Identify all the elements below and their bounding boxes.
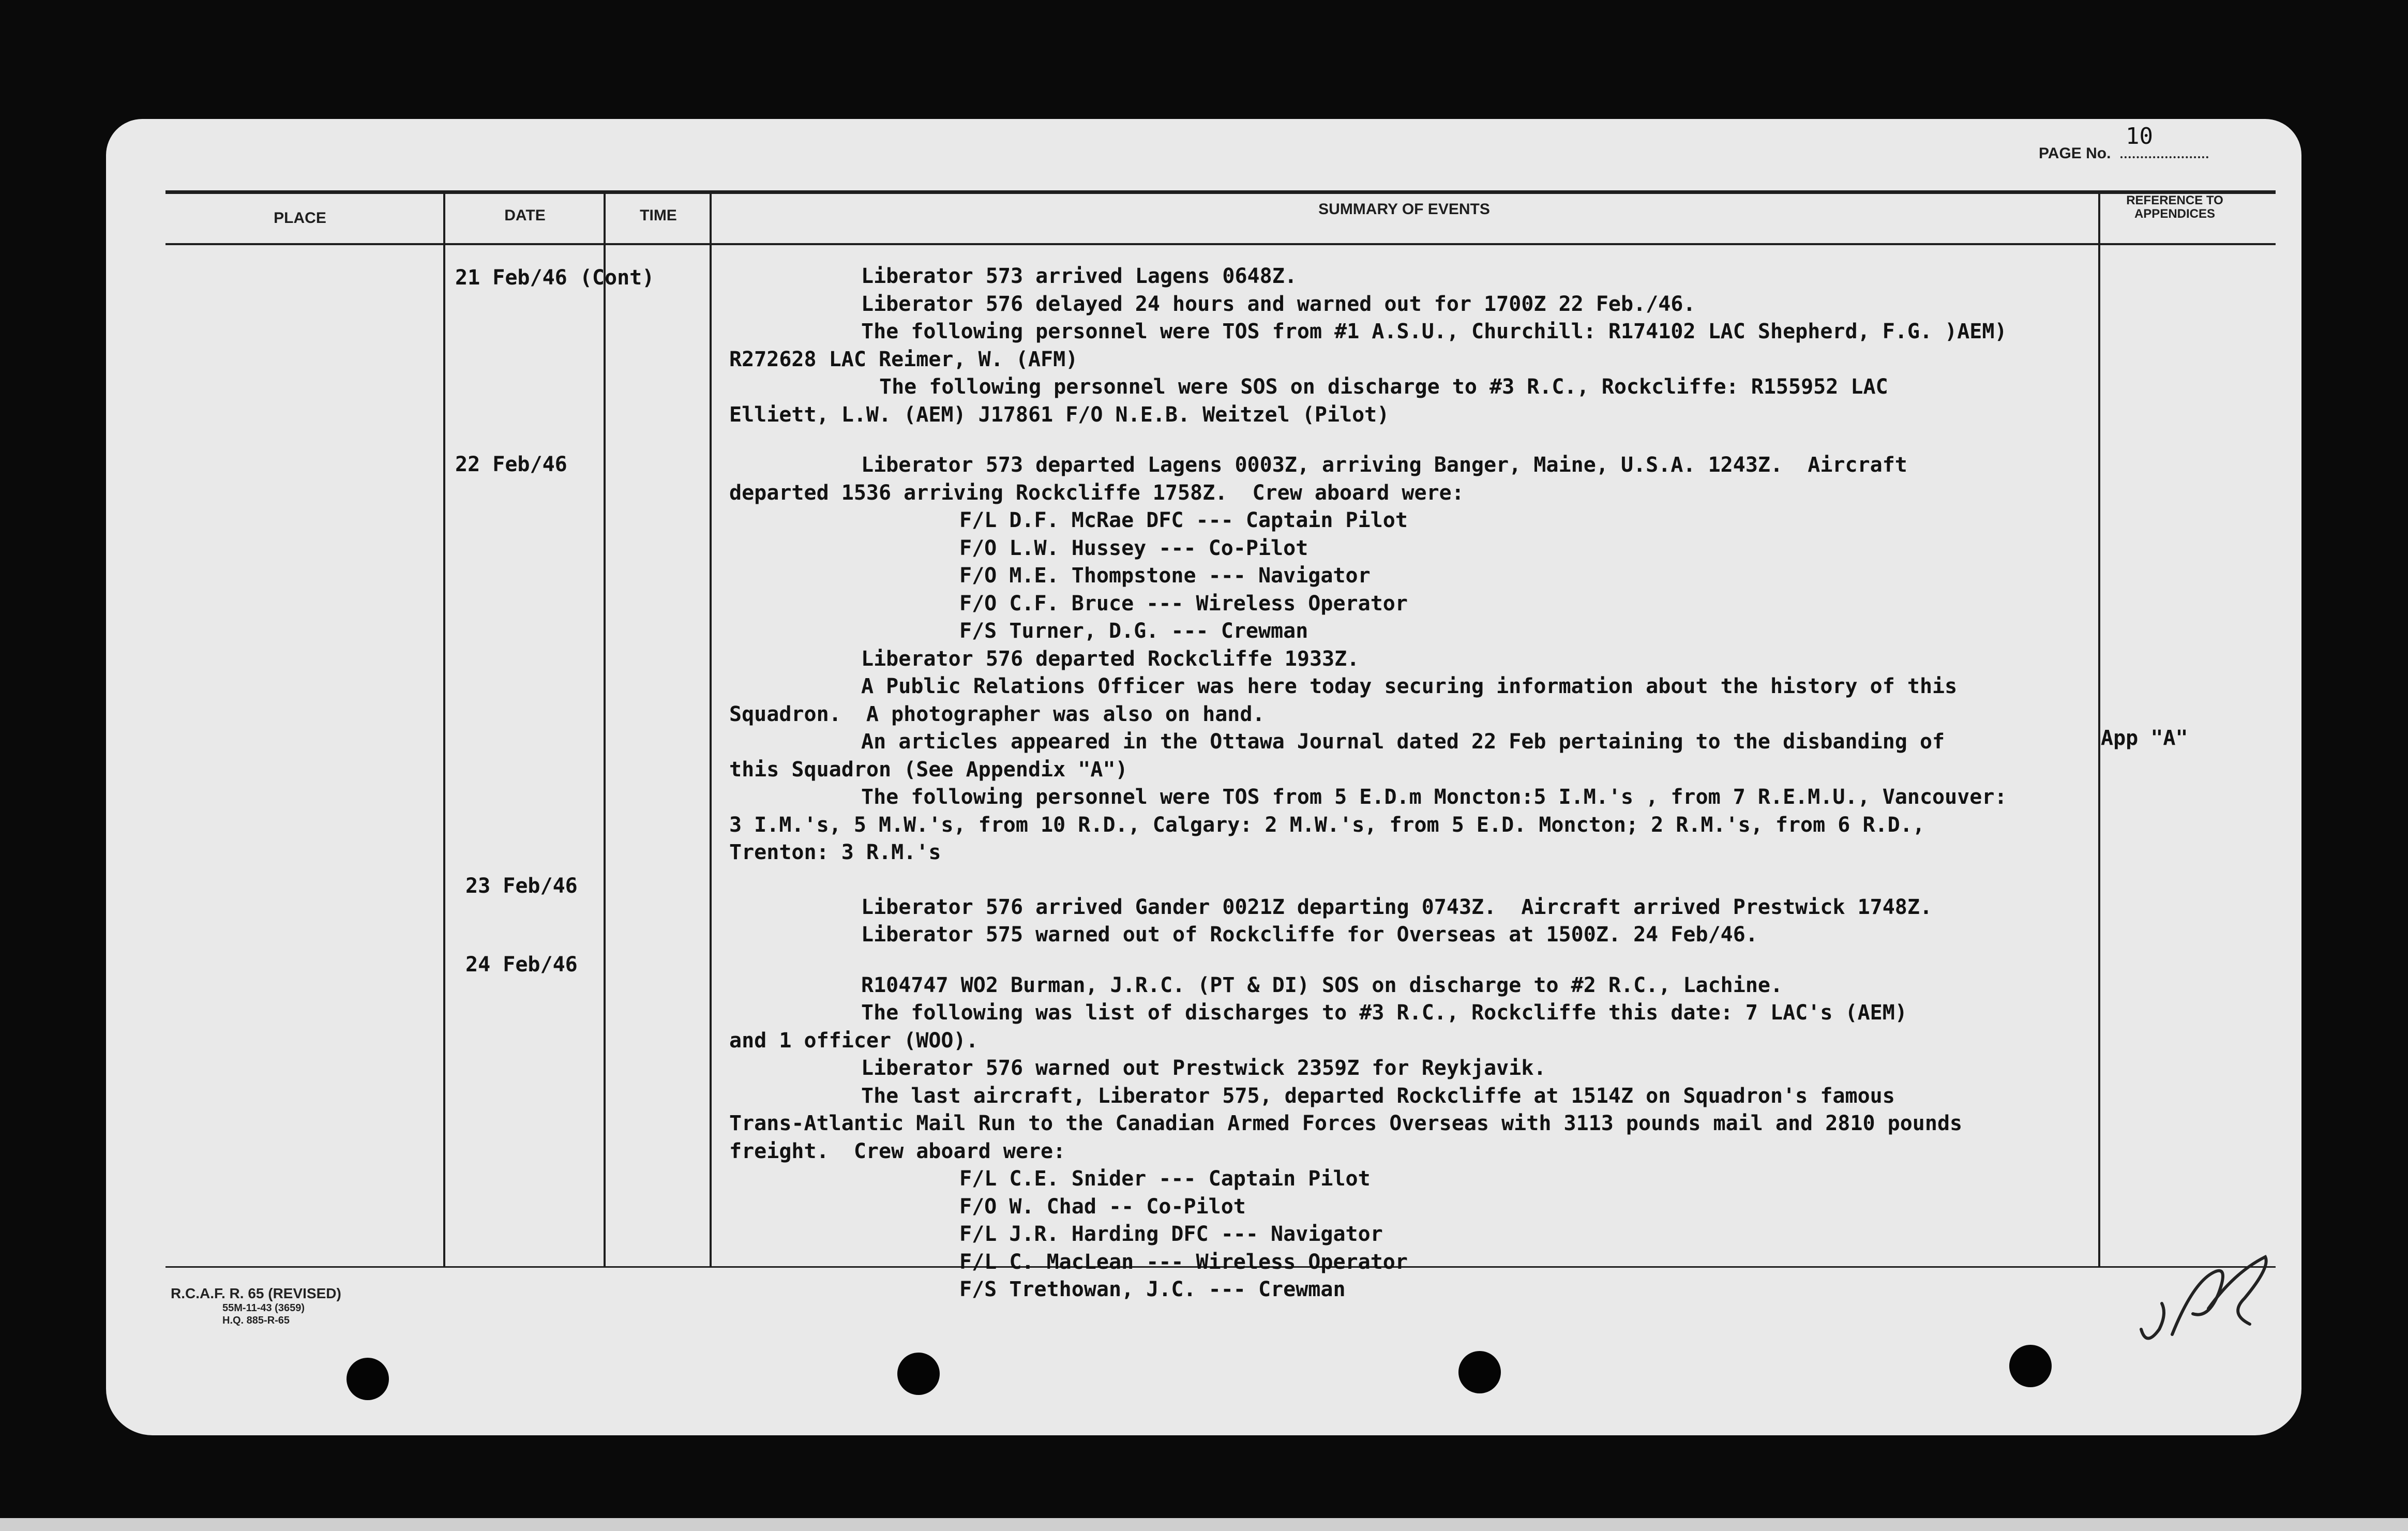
binder-hole xyxy=(347,1358,389,1400)
event-line: The following personnel were TOS from 5 E.D.m Moncton:5 I.M.'s , from 7 R.E.M.U., Vancouver: xyxy=(861,785,2007,809)
date-time-divider xyxy=(604,194,606,1267)
header-place: PLACE xyxy=(274,209,326,227)
event-line: departed 1536 arriving Rockcliffe 1758Z. Crew aboard were: xyxy=(729,481,1464,505)
event-line: R272628 LAC Reimer, W. (AFM) xyxy=(729,347,1078,371)
film-edge-strip xyxy=(0,1518,2408,1531)
event-line: Trans-Atlantic Mail Run to the Canadian Armed Forces Overseas with 3113 pounds mail and 2810 pounds xyxy=(729,1112,1963,1135)
crew-line: F/L J.R. Harding DFC --- Navigator xyxy=(959,1222,1383,1246)
event-line: freight. Crew aboard were: xyxy=(729,1139,1066,1163)
crew-line: F/O L.W. Hussey --- Co-Pilot xyxy=(959,536,1308,560)
crew-line: F/O M.E. Thompstone --- Navigator xyxy=(959,564,1371,588)
crew-line: F/O C.F. Bruce --- Wireless Operator xyxy=(959,591,1408,616)
form-footer xyxy=(171,1285,341,1327)
place-date-divider xyxy=(443,194,445,1267)
header-rule xyxy=(165,243,2276,245)
form-number: R.C.A.F. R. 65 (REVISED) xyxy=(171,1285,341,1301)
event-line: Trenton: 3 R.M.'s xyxy=(729,840,941,864)
header-reference: REFERENCE TO APPENDICES xyxy=(2126,193,2223,221)
event-line: Liberator 573 departed Lagens 0003Z, arriving Banger, Maine, U.S.A. 1243Z. Aircraft xyxy=(861,453,1907,477)
binder-hole xyxy=(2009,1345,2052,1387)
binder-hole xyxy=(1458,1351,1501,1393)
header-date: DATE xyxy=(504,207,546,224)
event-line: Liberator 576 warned out Prestwick 2359Z for Reykjavik. xyxy=(861,1056,1546,1080)
event-line: Liberator 573 arrived Lagens 0648Z. xyxy=(861,264,1297,288)
event-line: Liberator 576 departed Rockcliffe 1933Z. xyxy=(861,647,1360,671)
summary-reference-divider xyxy=(2098,194,2100,1267)
event-line: The last aircraft, Liberator 575, departed Rockcliffe at 1514Z on Squadron's famous xyxy=(861,1084,1895,1108)
crew-line: F/S Trethowan, J.C. --- Crewman xyxy=(959,1278,1346,1301)
appendix-reference: App "A" xyxy=(2101,726,2188,750)
date-entry-1: 21 Feb/46 (Cont) xyxy=(455,266,655,290)
date-entry-3: 23 Feb/46 xyxy=(465,874,578,898)
event-line: A Public Relations Officer was here today securing information about the history of this xyxy=(861,674,1958,698)
binder-hole xyxy=(897,1353,940,1395)
summary-of-events xyxy=(729,263,2007,1304)
handwritten-initials-signature xyxy=(2131,1252,2286,1355)
page-number: 10 xyxy=(2126,123,2153,149)
top-rule xyxy=(165,190,2276,194)
date-entry-4: 24 Feb/46 xyxy=(465,953,578,977)
page-number-dotted-line xyxy=(2120,156,2208,158)
date-entry-2: 22 Feb/46 xyxy=(455,453,567,476)
event-line: Elliett, L.W. (AEM) J17861 F/O N.E.B. Weitzel (Pilot) xyxy=(729,402,1390,427)
event-line: 3 I.M.'s, 5 M.W.'s, from 10 R.D., Calgary: 2 M.W.'s, from 5 E.D. Moncton; 2 R.M.'s, from 6 R.D., xyxy=(729,813,1925,837)
time-summary-divider xyxy=(710,194,712,1267)
event-line: R104747 WO2 Burman, J.R.C. (PT & DI) SOS on discharge to #2 R.C., Lachine. xyxy=(861,973,1783,997)
event-line: this Squadron (See Appendix "A") xyxy=(729,757,1128,782)
crew-line: F/S Turner, D.G. --- Crewman xyxy=(959,619,1308,643)
event-line: Liberator 576 delayed 24 hours and warned out for 1700Z 22 Feb./46. xyxy=(861,292,1696,316)
event-line: Liberator 575 warned out of Rockcliffe for Overseas at 1500Z. 24 Feb/46. xyxy=(861,923,1758,947)
crew-line: F/L C.E. Snider --- Captain Pilot xyxy=(959,1167,1371,1191)
page-number-label: PAGE No. xyxy=(2039,145,2111,162)
event-line: The following was list of discharges to #3 R.C., Rockcliffe this date: 7 LAC's (AEM) xyxy=(861,1001,1907,1025)
header-summary: SUMMARY OF EVENTS xyxy=(1318,201,1490,218)
event-line: and 1 officer (WOO). xyxy=(729,1028,979,1053)
crew-line: F/L C. MacLean --- Wireless Operator xyxy=(959,1250,1408,1274)
event-line: Squadron. A photographer was also on hand. xyxy=(729,702,1265,726)
form-print-code: 55M-11-43 (3659) xyxy=(222,1302,305,1314)
crew-line: F/O W. Chad -- Co-Pilot xyxy=(959,1194,1246,1219)
event-line: The following personnel were TOS from #1 A.S.U., Churchill: R174102 LAC Shepherd, F.G. )AEM) xyxy=(861,320,2007,343)
event-line: The following personnel were SOS on discharge to #3 R.C., Rockcliffe: R155952 LAC xyxy=(879,375,1888,399)
event-line: Liberator 576 arrived Gander 0021Z departing 0743Z. Aircraft arrived Prestwick 1748Z. xyxy=(861,895,1933,919)
event-line: An articles appeared in the Ottawa Journal dated 22 Feb pertaining to the disbanding of xyxy=(861,730,1945,754)
form-hq-code: H.Q. 885-R-65 xyxy=(222,1315,290,1326)
header-time: TIME xyxy=(640,207,677,224)
crew-line: F/L D.F. McRae DFC --- Captain Pilot xyxy=(959,508,1408,532)
